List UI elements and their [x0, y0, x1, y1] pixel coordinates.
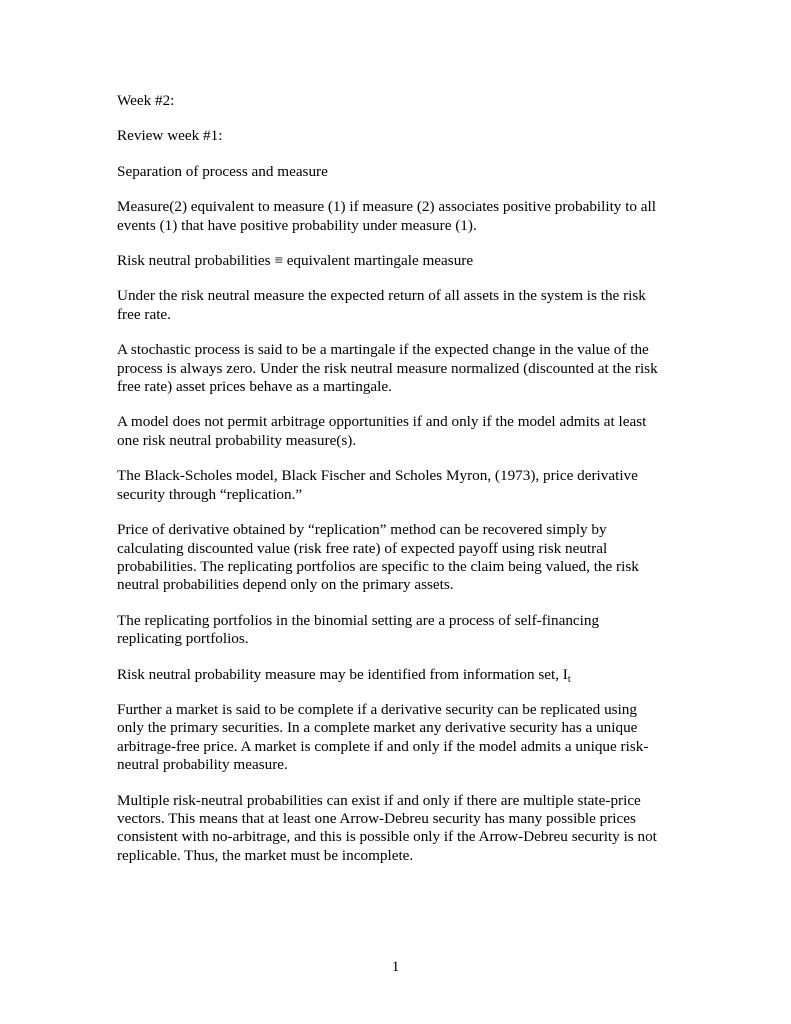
text-line: probabilities. The replicating portfolios are specific to the claim being valued, the risk	[117, 557, 639, 575]
text-line: arbitrage-free price. A market is complete if and only if the model admits a unique risk-	[117, 737, 649, 755]
paragraph	[117, 413, 677, 450]
text-line: Further a market is said to be complete if a derivative security can be replicated using	[117, 700, 637, 718]
paragraph	[117, 612, 677, 649]
text-line: replicable. Thus, the market must be incomplete.	[117, 846, 414, 864]
paragraph	[117, 127, 677, 145]
paragraph	[117, 792, 677, 866]
text-line: free rate) asset prices behave as a martingale.	[117, 378, 392, 396]
text-line: process is always zero. Under the risk neutral measure normalized (discounted at the risk	[117, 359, 658, 377]
text-line: Price of derivative obtained by “replication” method can be recovered simply by	[117, 521, 607, 539]
paragraph	[117, 521, 677, 595]
text-line: Week #2:	[117, 92, 175, 109]
text-line: consistent with no-arbitrage, and this is possible only if the Arrow-Debreu security is not	[117, 828, 657, 846]
text-line: Under the risk neutral measure the expected return of all assets in the system is the risk	[117, 287, 646, 305]
text-line: Separation of process and measure	[117, 162, 328, 180]
paragraph	[117, 666, 677, 684]
text-line: The Black-Scholes model, Black Fischer and Scholes Myron, (1973), price derivative	[117, 467, 638, 485]
paragraph	[117, 701, 677, 775]
paragraph	[117, 467, 677, 504]
document-body	[117, 92, 677, 882]
text-line: events (1) that have positive probability under measure (1).	[117, 216, 477, 234]
subscript: t	[567, 673, 571, 685]
text-line: security through “replication.”	[117, 485, 303, 503]
text-line: vectors. This means that at least one Arrow-Debreu security has many possible prices	[117, 809, 636, 827]
paragraph	[117, 92, 677, 110]
paragraph	[117, 163, 677, 181]
text-line: A model does not permit arbitrage opportunities if and only if the model admits at least	[117, 413, 647, 431]
paragraph	[117, 198, 677, 235]
text-line: neutral probability measure.	[117, 756, 288, 774]
paragraph	[117, 287, 677, 324]
text-line: neutral probabilities depend only on the primary assets.	[117, 576, 454, 594]
text-line: The replicating portfolios in the binomial setting are a process of self-financing	[117, 611, 600, 629]
text-line: calculating discounted value (risk free rate) of expected payoff using risk neutral	[117, 539, 608, 557]
text-line: Review week #1:	[117, 127, 223, 145]
text-line: free rate.	[117, 305, 171, 323]
text-line: A stochastic process is said to be a martingale if the expected change in the value of the	[117, 341, 649, 359]
paragraph	[117, 341, 677, 396]
text-line: one risk neutral probability measure(s).	[117, 431, 357, 449]
text-line: Measure(2) equivalent to measure (1) if measure (2) associates positive probability to all	[117, 198, 656, 216]
text-line: Risk neutral probabilities ≡ equivalent martingale measure	[117, 252, 474, 270]
text-line: Multiple risk-neutral probabilities can exist if and only if there are multiple state-price	[117, 791, 641, 809]
page-number: 1	[391, 958, 400, 975]
text-line: only the primary securities. In a complete market any derivative security has a unique	[117, 719, 638, 737]
paragraph	[117, 252, 677, 270]
text-line: replicating portfolios.	[117, 630, 249, 648]
text-line: Risk neutral probability measure may be identified from information set, $I_t$	[117, 665, 571, 685]
